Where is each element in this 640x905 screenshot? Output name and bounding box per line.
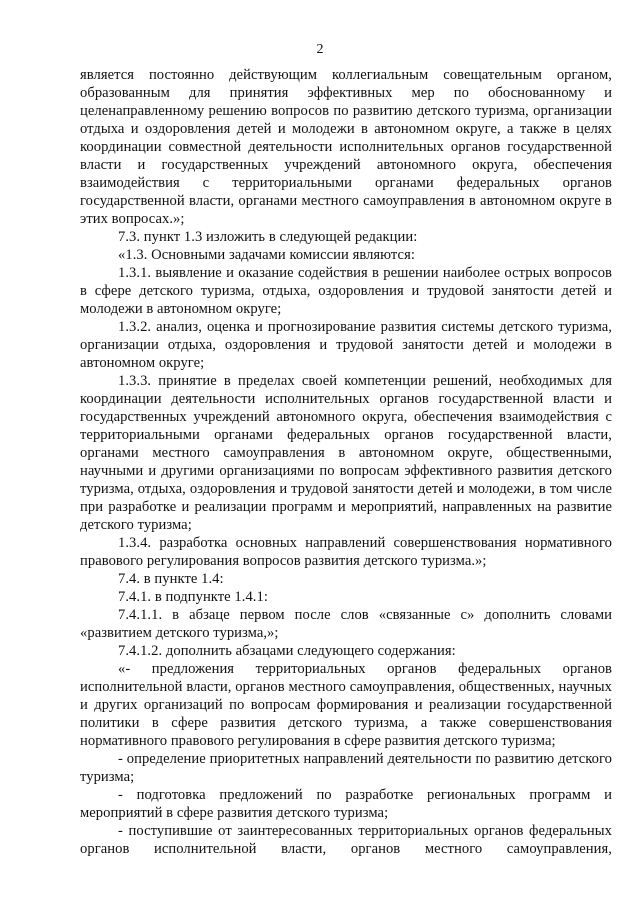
paragraph-item-7-4-1: 7.4.1. в подпункте 1.4.1: (118, 589, 268, 605)
paragraph-list-proposals: «- предложения территориальных органов федеральных органов исполнительной власти, органов местного самоуправления, общественных, научных и других организаций по вопросам формирования и реализации государственной политики в сфере развития детского туризма, а также совершенствования нормативного правового регулирования в сфере развития детского туризма; (80, 661, 612, 749)
paragraph-item-1-3-1: 1.3.1. выявление и оказание содействия в решении наиболее острых вопросов в сфере детского туризма, отдыха, оздоровления и трудовой занятости детей и молодежи в автономном округе; (80, 265, 612, 317)
paragraph-item-1-3: «1.3. Основными задачами комиссии являются: (118, 247, 415, 263)
paragraph-item-1-3-3: 1.3.3. принятие в пределах своей компетенции решений, необходимых для координации деятельности исполнительных органов государственной власти и государственных учреждений автономного округа, обеспечения взаимодействия с территориальными органами федеральных органов государственной власти, органами местного самоуправления в автономном округе, общественными, научными и другими организациями по вопросам эффективного развития детского туризма, отдыха, оздоровления и трудовой занятости детей и молодежи, в том числе при разработке и реализации программ и мероприятий, направленных на развитие детского туризма; (80, 373, 612, 533)
paragraph-item-7-3: 7.3. пункт 1.3 изложить в следующей редакции: (118, 229, 418, 245)
paragraph-item-7-4-1-1: 7.4.1.1. в абзаце первом после слов «связанные с» дополнить словами «развитием детского туризма,»; (80, 607, 612, 641)
paragraph-list-preparation: - подготовка предложений по разработке региональных программ и мероприятий в сфере развития детского туризма; (80, 787, 612, 821)
paragraph-item-7-4: 7.4. в пункте 1.4: (118, 571, 224, 587)
paragraph-item-1-3-2: 1.3.2. анализ, оценка и прогнозирование развития системы детского туризма, организации отдыха, оздоровления и трудовой занятости детей и молодежи в автономном округе; (80, 319, 612, 371)
page-number: 2 (316, 42, 324, 57)
paragraph-list-priorities: - определение приоритетных направлений деятельности по развитию детского туризма; (80, 751, 612, 785)
paragraph-continuation: является постоянно действующим коллегиальным совещательным органом, образованным для принятия эффективных мер по обоснованному и целенаправленному решению вопросов по развитию детского туризма, организации отдыха и оздоровления детей и молодежи в автономном округе, а также в целях координации совместной деятельности исполнительных органов государственной власти и государственных учреждений автономного округа, обеспечения взаимодействия с территориальными органами федеральных органов государственной власти, органами местного самоуправления в автономном округе в этих вопросах.»; (80, 67, 612, 227)
paragraph-list-received: - поступившие от заинтересованных территориальных органов федеральных органов исполнительной власти, органов местного самоуправления, (80, 823, 612, 857)
paragraph-item-1-3-4: 1.3.4. разработка основных направлений совершенствования нормативного правового регулирования вопросов развития детского туризма.»; (80, 535, 612, 569)
document-body (80, 66, 612, 858)
paragraph-item-7-4-1-2: 7.4.1.2. дополнить абзацами следующего содержания: (118, 643, 456, 659)
